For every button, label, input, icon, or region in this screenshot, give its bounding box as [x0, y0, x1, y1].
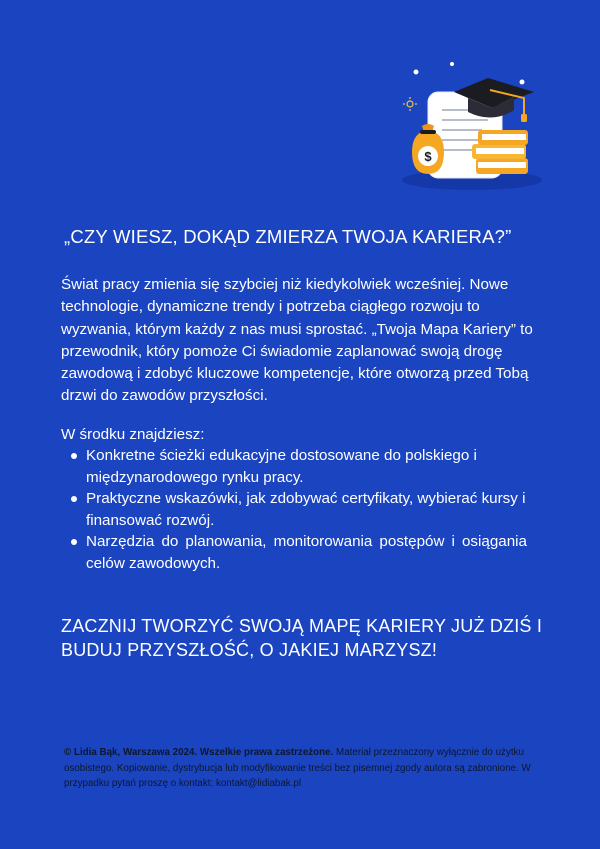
- page-heading: „CZY WIESZ, DOKĄD ZMIERZA TWOJA KARIERA?”: [64, 226, 512, 247]
- sparkle-icon: [414, 62, 525, 85]
- feature-item: Praktyczne wskazówki, jak zdobywać certyfikaty, wybierać kursy i finansować rozwój.: [61, 488, 527, 531]
- features-list-title: W środku znajdziesz:: [61, 426, 205, 443]
- copyright-statement: © Lidia Bąk, Warszawa 2024. Wszelkie prawa zastrzeżone.: [64, 747, 334, 758]
- call-to-action: ZACZNIJ TWORZYĆ SWOJĄ MAPĘ KARIERY JUŻ DZIŚ I BUDUJ PRZYSZŁOŚĆ, O JAKIEJ MARZYSZ!: [61, 616, 543, 660]
- education-illustration: [392, 52, 542, 192]
- usage-notice: Materiał przeznaczony wyłącznie do użytku osobistego. Kopiowanie, dystrybucja lub modyfikowanie treści bez pisemnej zgody autora są zabronione. W przypadku pytań proszę o kontakt: kontakt@lidiabak.pl: [64, 747, 531, 789]
- feature-item: Narzędzia do planowania, monitorowania postępów i osiągania celów zawodowych.: [61, 531, 527, 574]
- features-list: [61, 445, 527, 574]
- feature-item: Konkretne ścieżki edukacyjne dostosowane do polskiego i międzynarodowego rynku pracy.: [61, 445, 527, 488]
- books-icon: [472, 130, 528, 174]
- copyright-footer: [64, 745, 534, 792]
- intro-paragraph: Świat pracy zmienia się szybciej niż kiedykolwiek wcześniej. Nowe technologie, dynamiczne trendy i potrzeba ciągłego rozwoju to wyzwania, którym każdy z nas musi sprostać. „Twoja Mapa Kariery” to przewodnik, który pomoże Ci świadomie zaplanować swoją drogę zawodową i zdobyć kluczowe kompetencje, które otworzą przed Tobą drzwi do zawodów przyszłości.: [61, 276, 533, 405]
- dollar-sign: $: [424, 149, 432, 164]
